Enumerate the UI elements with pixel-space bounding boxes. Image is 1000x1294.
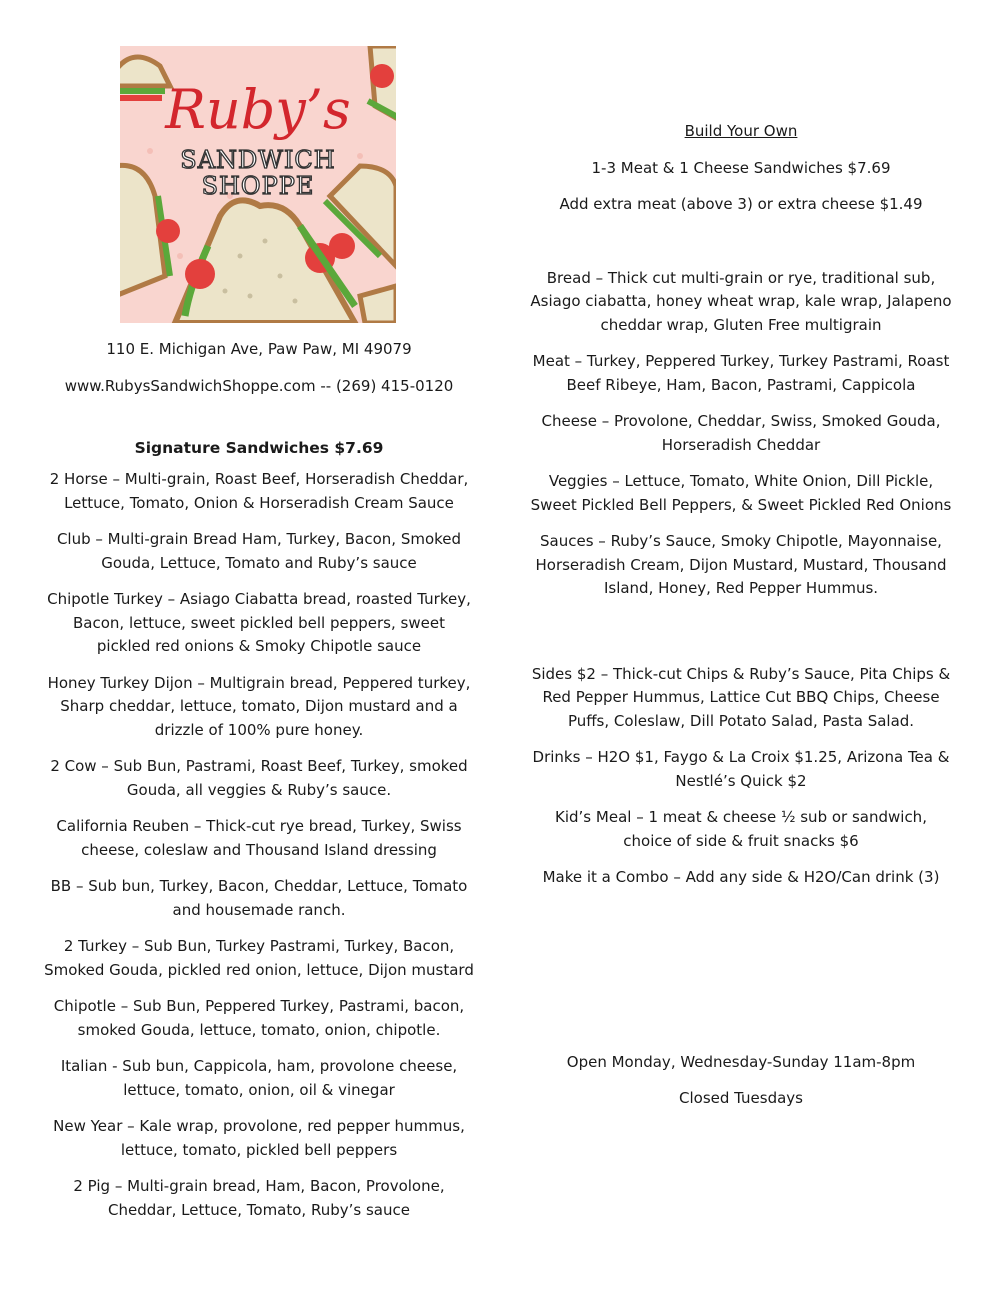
hours-closed: Closed Tuesdays [679,1089,803,1107]
drinks: Drinks – H2O $1, Faygo & La Croix $1.25, Arizona Tea & Nestlé’s Quick $2 [532,748,950,790]
signature-item: BB – Sub bun, Turkey, Bacon, Cheddar, Lettuce, Tomato and housemade ranch. [50,877,468,919]
hours-open: Open Monday, Wednesday-Sunday 11am-8pm [566,1052,916,1071]
logo-subtitle-line2: SHOPPE [201,172,315,200]
signature-item: 2 Turkey – Sub Bun, Turkey Pastrami, Turkey, Bacon, Smoked Gouda, pickled red onion, lettuce, Dijon mustard [44,937,474,979]
signature-item: Chipotle – Sub Bun, Peppered Turkey, Pastrami, bacon, smoked Gouda, lettuce, tomato, onion, chipotle. [53,997,465,1039]
combo: Make it a Combo – Add any side & H2O/Can drink (3) [542,868,940,886]
byo-extra: Add extra meat (above 3) or extra cheese $1.49 [559,195,923,213]
spacer [530,230,952,267]
right-column [530,120,952,1124]
signature-heading: Signature Sandwiches $7.69 [134,439,384,457]
signature-item: Chipotle Turkey – Asiago Ciabatta bread, roasted Turkey, Bacon, lettuce, sweet pickled bell peppers, sweet pickled red onions & Smoky Chipotle sauce [47,590,471,655]
byo-meat: Meat – Turkey, Peppered Turkey, Turkey Pastrami, Roast Beef Ribeye, Ham, Bacon, Pastrami, Cappicola [532,352,950,394]
signature-item: Club – Multi-grain Bread Ham, Turkey, Bacon, Smoked Gouda, Lettuce, Tomato and Ruby’s sauce [56,530,462,572]
spacer [530,614,952,663]
byo-sauces: Sauces – Ruby’s Sauce, Smoky Chipotle, Mayonnaise, Horseradish Cream, Dijon Mustard, Mustard, Thousand Island, Honey, Red Pepper Hummus. [535,532,947,597]
signature-item: California Reuben – Thick-cut rye bread, Turkey, Swiss cheese, coleslaw and Thousand Island dressing [56,817,462,859]
logo-artwork [120,46,396,323]
spacer [530,903,952,1051]
build-your-own-heading: Build Your Own [684,122,798,140]
ruby-sandwich-logo [120,46,396,323]
byo-cheese: Cheese – Provolone, Cheddar, Swiss, Smoked Gouda, Horseradish Cheddar [541,412,941,454]
logo-subtitle-line1: SANDWICH [180,146,336,174]
sides: Sides $2 – Thick-cut Chips & Ruby’s Sauce, Pita Chips & Red Pepper Hummus, Lattice Cut BBQ Chips, Cheese Puffs, Coleslaw, Dill Potato Salad, Pasta Salad. [531,664,951,730]
left-column [44,338,474,1235]
logo-title: Ruby’s [165,78,351,141]
signature-item: New Year – Kale wrap, provolone, red pepper hummus, lettuce, tomato, pickled bell peppers [53,1117,465,1159]
signature-item: 2 Pig – Multi-grain bread, Ham, Bacon, Provolone, Cheddar, Lettuce, Tomato, Ruby’s sauce [73,1177,445,1219]
signature-item: Italian - Sub bun, Cappicola, ham, provolone cheese, lettuce, tomato, onion, oil & vinegar [60,1057,458,1099]
byo-bread: Bread – Thick cut multi-grain or rye, traditional sub, Asiago ciabatta, honey wheat wrap, kale wrap, Jalapeno cheddar wrap, Gluten Free multigrain [530,268,952,334]
website-phone: www.RubysSandwichShoppe.com -- (269) 415-0120 [64,376,454,395]
byo-veggies: Veggies – Lettuce, Tomato, White Onion, Dill Pickle, Sweet Pickled Bell Peppers, & Sweet Pickled Red Onions [530,472,952,514]
address: 110 E. Michigan Ave, Paw Paw, MI 49079 [106,340,412,358]
signature-item: 2 Cow – Sub Bun, Pastrami, Roast Beef, Turkey, smoked Gouda, all veggies & Ruby’s sauce. [50,757,468,799]
signature-item: Honey Turkey Dijon – Multigrain bread, Peppered turkey, Sharp cheddar, lettuce, tomato, Dijon mustard and a drizzle of 100% pure honey. [47,673,471,739]
signature-item: 2 Horse – Multi-grain, Roast Beef, Horseradish Cheddar, Lettuce, Tomato, Onion & Horseradish Cream Sauce [49,470,469,512]
kids-meal: Kid’s Meal – 1 meat & cheese ½ sub or sandwich, choice of side & fruit snacks $6 [555,808,927,850]
byo-price: 1-3 Meat & 1 Cheese Sandwiches $7.69 [591,158,891,177]
